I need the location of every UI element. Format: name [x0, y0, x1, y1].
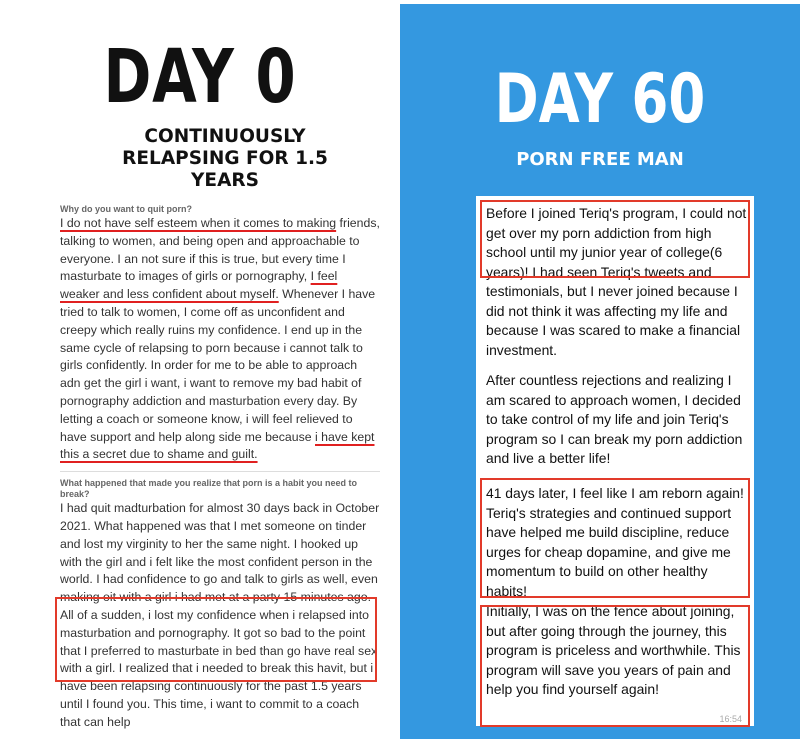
message-timestamp: 16:54 [719, 714, 742, 724]
answer-1-text-a: friends, talking to women, and being open and approachable to everyone. I an not sure if this is true, but every time I masturbate to images of girls or pornography, [60, 216, 380, 284]
section-divider [60, 471, 380, 472]
message-para-4: Initially, I was on the fence about joining, but after going through the journey, this program is priceless and worthwhile. This program will save you years of pain and help you find yourself again! [486, 603, 741, 697]
highlight-box-relapse [55, 597, 377, 682]
highlight-weaker: I feel weaker and less confident about myself. [60, 269, 338, 302]
highlight-self-esteem: I do not have self esteem when it comes to making [60, 216, 337, 230]
highlight-box-initially [480, 605, 750, 727]
day-60-subtitle: PORN FREE MAN [516, 149, 684, 170]
answer-2: I had quit madturbation for almost 30 days back in October 2021. What happened was that I met someone on tinder and lost my virginity to her the same night. I hooked up with the girl and i felt like the most confident person in the world. I had confidence to go and talk to girls as well, even making oit with a girl i had met at a party 15 minutes ago. All of a sudden, i lost my confidence when i relapsed into masturbation and pornography. It got so bad to the point that I preferred to masturbate in bed than go have real sex with a girl. I realized that i needed to break this havit, but i have been relapsing continuously for the past 1.5 years until I found you. This time, i want to commit to a coach that can help [60, 501, 380, 729]
highlight-secret: i have kept this a secret due to shame and guilt. [60, 429, 375, 462]
day-0-title: DAY 0 [103, 34, 297, 120]
day-60-title: DAY 60 [494, 60, 706, 139]
answer-1-text-b: Whenever I have tried to talk to women, I come off as unconfident and creepy which really ruins my confidence. I end up in the same cycle of relapsing to porn because i cannot talk to girls confidently. In order for me to be able to approach adn get the girl i want, i want to remove my bad habit of pornography addiction and masturbation every day. By letting a coach or someone know, i will feel relieved to have support and help along side me because [60, 287, 376, 444]
chat-message [476, 196, 754, 726]
answer-1 [60, 215, 380, 464]
message-para-2: After countless rejections and realizing I am scared to approach women, I decided to take control of my life and join Teriq's program so I can break my porn addiction and live a better life! [486, 372, 743, 466]
day-0-subtitle: CONTINUOUSLY RELAPSING FOR 1.5 YEARS [122, 126, 328, 191]
message-para-1: Before I joined Teriq's program, I could not get over my porn addiction from high school until my junior year of college(6 years)! I had seen Teriq's tweets and testimonials, but I never joined because I did not think it was affecting my life and because I was scared to make a financial investment. [486, 205, 747, 358]
question-1-label: Why do you want to quit porn? [60, 204, 192, 214]
message-para-3: 41 days later, I feel like I am reborn again! Teriq's strategies and continued support have helped me build discipline, reduce urges for cheap dopamine, and give me momentum to build on other healthy habits! [486, 485, 744, 599]
highlight-box-before [480, 200, 750, 278]
highlight-box-41-days [480, 478, 750, 598]
question-2-label: What happened that made you realize that porn is a habit you need to break? [60, 478, 358, 500]
right-panel-day-60 [400, 0, 800, 739]
